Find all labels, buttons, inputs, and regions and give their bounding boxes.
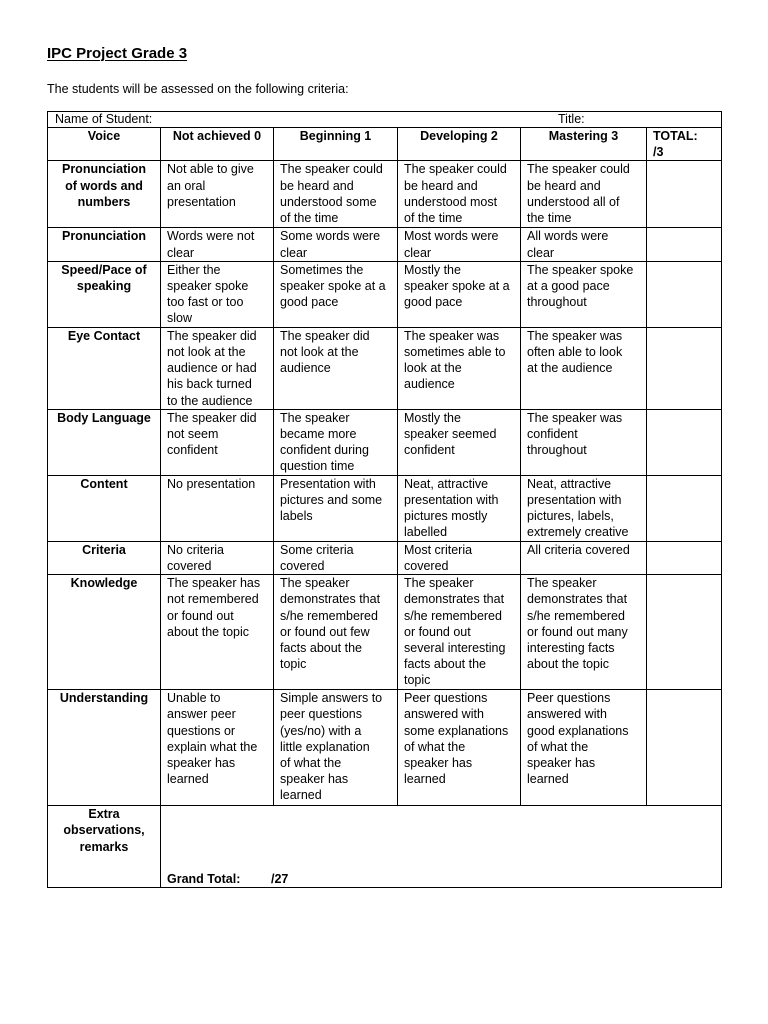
criterion-label: Pronunciation [48,228,161,261]
criterion-label: Body Language [48,409,161,475]
rubric-row [48,475,722,541]
rubric-row [48,541,722,574]
column-header-developing: Developing 2 [398,128,521,161]
mastering-cell: The speaker was often able to look at the audience [521,327,647,409]
total-score-cell [647,327,722,409]
total-score-cell [647,409,722,475]
developing-cell: The speaker could be heard and understood most of the time [398,161,521,228]
not-achieved-cell: The speaker did not seem confident [161,409,274,475]
not-achieved-cell: No presentation [161,475,274,541]
mastering-cell: Neat, attractive presentation with pictures, labels, extremely creative [521,475,647,541]
rubric-row [48,575,722,690]
mastering-cell: All criteria covered [521,541,647,574]
mastering-cell: The speaker spoke at a good pace throughout [521,261,647,327]
page-title: IPC Project Grade 3 [47,45,188,62]
mastering-cell: The speaker could be heard and understood all of the time [521,161,647,228]
criterion-label: Content [48,475,161,541]
developing-cell: Peer questions answered with some explanations of what the speaker has learned [398,690,521,806]
developing-cell: Most words were clear [398,228,521,261]
rubric-table [47,111,722,888]
developing-cell: Most criteria covered [398,541,521,574]
beginning-cell: The speaker demonstrates that s/he remembered or found out few facts about the topic [274,575,398,690]
criterion-label: Criteria [48,541,161,574]
mastering-cell: All words were clear [521,228,647,261]
total-score-cell [647,575,722,690]
beginning-cell: The speaker did not look at the audience [274,327,398,409]
rubric-row [48,261,722,327]
developing-cell: The speaker demonstrates that s/he remembered or found out several interesting facts about the topic [398,575,521,690]
total-max-score: /3 [653,145,664,160]
rubric-row [48,161,722,228]
mastering-cell: The speaker demonstrates that s/he remembered or found out many interesting facts about the topic [521,575,647,690]
not-achieved-cell: Words were not clear [161,228,274,261]
rubric-row [48,409,722,475]
not-achieved-cell: The speaker did not look at the audience or had his back turned to the audience [161,327,274,409]
column-header-mastering: Mastering 3 [521,128,647,161]
beginning-cell: The speaker could be heard and understood some of the time [274,161,398,228]
remarks-row [48,806,722,888]
remarks-cell [161,806,722,888]
beginning-cell: The speaker became more confident during question time [274,409,398,475]
beginning-cell: Presentation with pictures and some labels [274,475,398,541]
column-header-not-achieved: Not achieved 0 [161,128,274,161]
not-achieved-cell: Unable to answer peer questions or explain what the speaker has learned [161,690,274,806]
remarks-label: Extra observations, remarks [48,806,161,888]
student-info-line [55,112,721,127]
developing-cell: Mostly the speaker seemed confident [398,409,521,475]
grand-total-max: /27 [271,872,289,887]
not-achieved-cell: No criteria covered [161,541,274,574]
developing-cell: Neat, attractive presentation with pictures mostly labelled [398,475,521,541]
mastering-cell: Peer questions answered with good explanations of what the speaker has learned [521,690,647,806]
total-score-cell [647,690,722,806]
not-achieved-cell: Not able to give an oral presentation [161,161,274,228]
beginning-cell: Simple answers to peer questions (yes/no) with a little explanation of what the speaker has learned [274,690,398,806]
grand-total-label: Grand Total: [167,872,241,887]
mastering-cell: The speaker was confident throughout [521,409,647,475]
total-score-cell [647,475,722,541]
column-header-beginning: Beginning 1 [274,128,398,161]
total-score-cell [647,161,722,228]
developing-cell: Mostly the speaker spoke at a good pace [398,261,521,327]
column-header-total [647,128,722,161]
not-achieved-cell: Either the speaker spoke too fast or too slow [161,261,274,327]
criterion-label: Speed/Pace of speaking [48,261,161,327]
rubric-row [48,690,722,806]
criterion-label: Knowledge [48,575,161,690]
student-info-row [48,112,722,128]
rubric-row [48,327,722,409]
total-score-cell [647,228,722,261]
project-title-label: Title: [558,112,585,126]
developing-cell: The speaker was sometimes able to look at the audience [398,327,521,409]
header-row [48,128,722,161]
not-achieved-cell: The speaker has not remembered or found out about the topic [161,575,274,690]
total-header-label: TOTAL: [653,129,698,143]
assessment-intro: The students will be assessed on the following criteria: [47,82,349,96]
student-info-cell [48,112,722,128]
student-name-label: Name of Student: [55,112,153,126]
total-score-cell [647,541,722,574]
beginning-cell: Sometimes the speaker spoke at a good pace [274,261,398,327]
beginning-cell: Some criteria covered [274,541,398,574]
rubric-row [48,228,722,261]
column-header-voice: Voice [48,128,161,161]
criterion-label: Pronunciation of words and numbers [48,161,161,228]
total-score-cell [647,261,722,327]
criterion-label: Understanding [48,690,161,806]
beginning-cell: Some words were clear [274,228,398,261]
criterion-label: Eye Contact [48,327,161,409]
